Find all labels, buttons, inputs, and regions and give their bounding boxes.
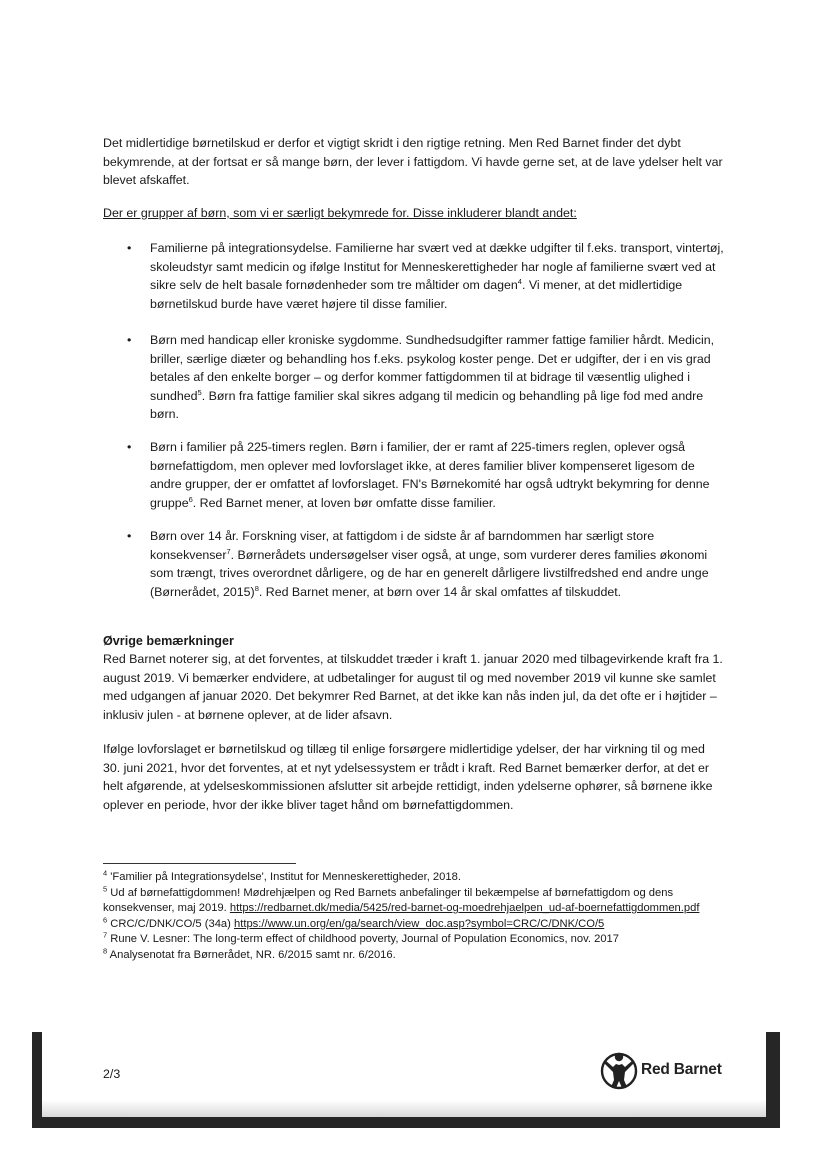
list-item-text: Børn med handicap eller kroniske sygdomme. Sundhedsudgifter rammer fattige familier hårdt. Medicin, briller, særlige diæter og behandling hos f.eks. psykolog koster penge. Det er udgifter, der i en vis grad betales af den enkelte borger – og derfor kommer fattigdommen til at bidrage til væsentlig ulighed i sundhed$^5$. Børn fra fattige familier skal sikres adgang til medicin og behandling på lige fod med andre børn. (150, 333, 715, 422)
scan-shadow (42, 1100, 766, 1117)
red-barnet-logo (600, 1050, 740, 1090)
section-heading-other-remarks: Øvrige bemærkninger (103, 634, 234, 648)
list-item-text: Børn over 14 år. Forskning viser, at fattigdom i de sidste år af barndommen har særligt store konsekvenser$^7$. Børnerådets undersøgelser viser også, at unge, som vurderer deres families økonomi som trængt, trives overordnet dårligere, og de har en generelt dårligere livstilfredshed end andre unge (Børnerådet, 2015)$^8$. Red Barnet mener, at børn over 14 år skal omfattes af tilskuddet. (150, 529, 709, 599)
child-figure-icon (600, 1050, 638, 1090)
list-item-text: Familierne på integrationsydelse. Familierne har svært ved at dække udgifter til f.eks. transport, vintertøj, skoleudstyr samt medicin og ifølge Institut for Menneskerettigheder har nogle af familierne svært ved at sikre selv de helt basale fornødenheder som tre måltider om dagen$^4$. Vi mener, at det midlertidige børnetilskud burde have været højere til disse familier. (150, 241, 724, 311)
footnote-7: $^7$ Rune V. Lesner: The long-term effect of childhood poverty, Journal of Population Economics, nov. 2017 (103, 930, 619, 946)
footnote-ref: 6 (188, 494, 193, 504)
bullet-icon: • (127, 333, 132, 347)
footnote-4: $^4$ 'Familier på Integrationsydelse', Institut for Menneskerettigheder, 2018. (103, 868, 461, 883)
other-remarks-paragraph-1: Red Barnet noterer sig, at det forventes, at tilskuddet træder i kraft 1. januar 2020 med tilbagevirkende kraft fra 1. august 2019. Vi bemærker endvidere, at udbetalinger for august til og med november 2019 vil kunne ske samlet med udgangen af januar 2020. Det bekymrer Red Barnet, at det ikke kan nås inden jul, da det ofte er i højtider – inklusiv julen - at børnene oplever, at de lider afsavn. (103, 652, 723, 722)
footnote-ref: 8 (254, 583, 259, 593)
other-remarks-paragraph-2: Ifølge lovforslaget er børnetilskud og tillæg til enlige forsørgere midlertidige ydelser, der har virkning til og med 30. juni 2021, hvor det forventes, at et nyt ydelsessystem er trådt i kraft. Red Barnet bemærker derfor, at det er helt afgørende, at ydelseskommissionen afslutter sit arbejde rettidigt, inden ydelserne ophører, så børnene ikke oplever en periode, hvor der ikke bliver taget hånd om børnefattigdommen. (103, 742, 713, 812)
footnote-5-link[interactable]: https://redbarnet.dk/media/5425/red-barnet-og-moedrehjaelpen_ud-af-boernefattigdommen.pdf (229, 902, 700, 915)
groups-heading: Der er grupper af børn, som vi er særligt bekymrede for. Disse inkluderer blandt andet: (103, 206, 577, 220)
logo-text: Red Barnet (641, 1061, 722, 1078)
footnote-divider (103, 863, 296, 864)
footnote-5: $^5$ Ud af børnefattigdommen! Mødrehjælpen og Red Barnets anbefalinger til bekæmpelse af børnefattigdom og dens konsekvenser, maj 2019. https://redbarnet.dk/media/5425/red-barnet-og-moedrehjaelpen_ud-af-boernefattigdommen.pdf (103, 883, 700, 915)
page-number: 2/3 (103, 1067, 121, 1081)
scan-border-left (32, 1032, 42, 1128)
footnote-6-link[interactable]: https://www.un.org/en/ga/search/view_doc.asp?symbol=CRC/C/DNK/CO/5 (234, 917, 605, 930)
footnote-ref: 5 (197, 387, 202, 397)
list-item-text: Børn i familier på 225-timers reglen. Børn i familier, der er ramt af 225-timers reglen, oplever også børnefattigdom, men oplever med lovforslaget ikke, at deres familier bliver kompenseret ligesom de andre grupper, der er omfattet af lovforslaget. FN's Børnekomité har også udtrykt bekymring for denne gruppe$^6$. Red Barnet mener, at loven bør omfatte disse familier. (150, 440, 710, 510)
footnote-ref: 4 (517, 277, 522, 287)
bullet-icon: • (127, 529, 132, 543)
intro-paragraph: Det midlertidige børnetilskud er derfor et vigtigt skridt i den rigtige retning. Men Red Barnet finder det dybt bekymrende, at der fortsat er så mange børn, der lever i fattigdom. Vi havde gerne set, at de lave ydelser helt var blevet afskaffet. (103, 136, 723, 188)
scan-border-bottom (32, 1117, 780, 1128)
footnote-8: $^8$ Analysenotat fra Børnerådet, NR. 6/2015 samt nr. 6/2016. (103, 946, 396, 961)
bullet-icon: • (127, 241, 132, 255)
bullet-icon: • (127, 440, 132, 454)
footnote-ref: 7 (226, 546, 231, 556)
footnote-6: $^6$ CRC/C/DNK/CO/5 (34a) https://www.un.org/en/ga/search/view_doc.asp?symbol=CRC/C/DNK/CO/5 (103, 915, 605, 930)
footnotes (103, 870, 743, 964)
scan-border-right (766, 1032, 780, 1128)
